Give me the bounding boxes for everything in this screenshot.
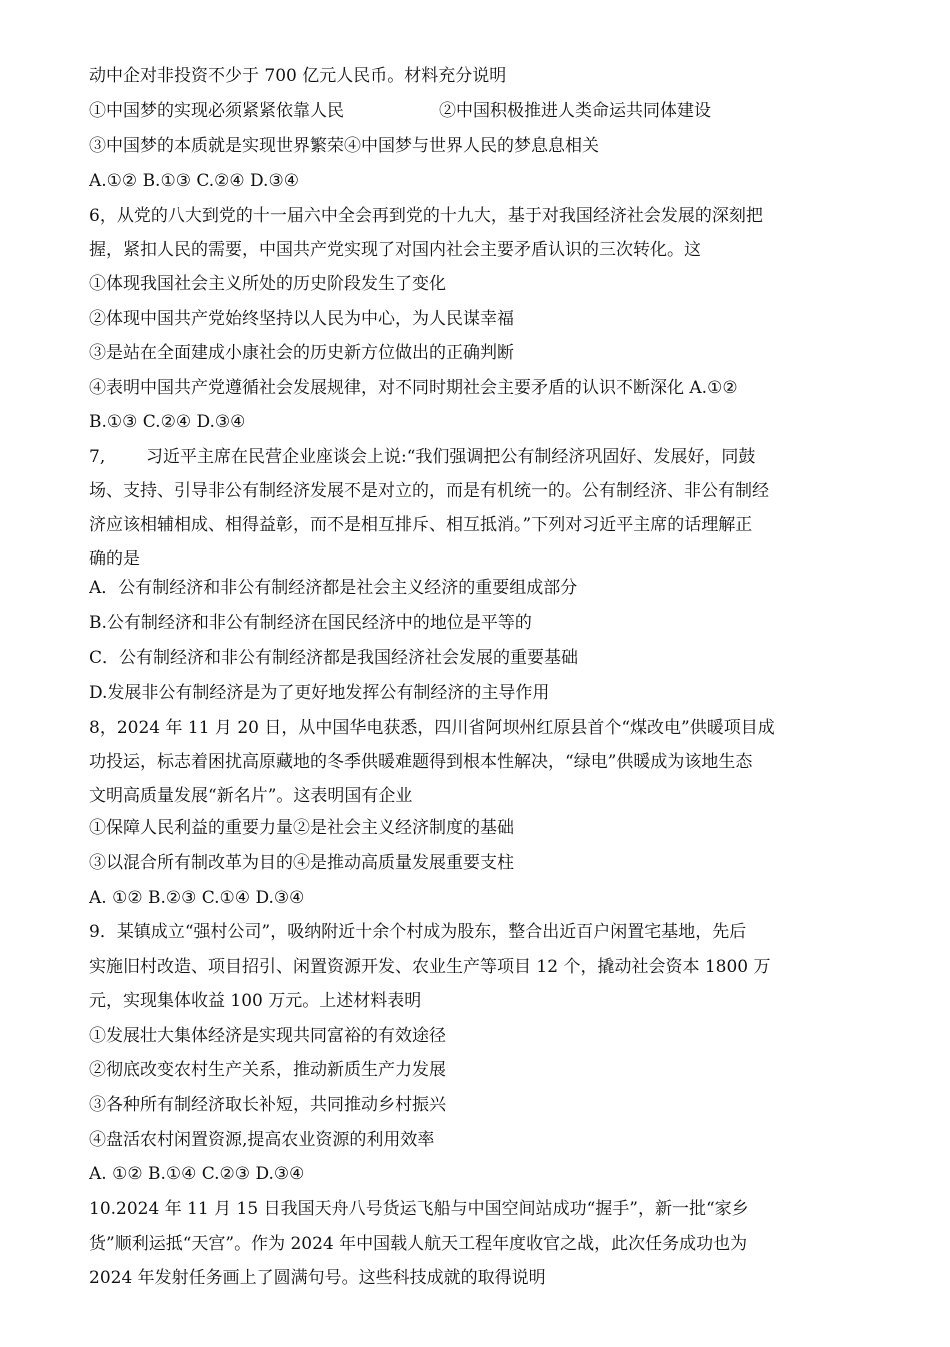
text-line: 动中企对非投资不少于 700 亿元人民币。材料充分说明: [89, 66, 507, 86]
option-b: B.公有制经济和非公有制经济在国民经济中的地位是平等的: [89, 613, 532, 633]
text-line: 握，紧扣人民的需要，中国共产党实现了对国内社会主要矛盾认识的三次转化。这: [89, 240, 701, 260]
text-line: ②彻底改变农村生产关系，推动新质生产力发展: [89, 1060, 446, 1080]
option-d: D.发展非公有制经济是为了更好地发挥公有制经济的主导作用: [89, 683, 550, 703]
text-line: 元，实现集体收益 100 万元。上述材料表明: [89, 991, 422, 1011]
text-line: ①发展壮大集体经济是实现共同富裕的有效途径: [89, 1026, 446, 1046]
question-6: 6，从党的八大到党的十一届六中全会再到党的十九大，基于对我国经济社会发展的深刻把: [89, 206, 763, 226]
question-7: [89, 445, 869, 469]
question-10: 10.2024 年 11 月 15 日我国天舟八号货运飞船与中国空间站成功“握手”，新一批“家乡: [89, 1199, 749, 1219]
question-9: 9．某镇成立“强村公司”，吸纳附近十余个村成为股东，整合出近百户闲置宅基地，先后: [89, 922, 747, 942]
text-line: ④表明中国共产党遵循社会发展规律，对不同时期社会主要矛盾的认识不断深化 A.①②: [89, 378, 738, 398]
question-number: 7,: [89, 447, 106, 467]
answer-choices: A. ①② B.①④ C.②③ D.③④: [89, 1164, 305, 1184]
question-8: 8，2024 年 11 月 20 日，从中国华电获悉，四川省阿坝州红原县首个“煤改电”供暖项目成: [89, 718, 775, 738]
option-a: A．公有制经济和非公有制经济都是社会主义经济的重要组成部分: [89, 578, 578, 598]
answer-choices: A. ①② B.②③ C.①④ D.③④: [89, 888, 305, 908]
text-line: 2024 年发射任务画上了圆满句号。这些科技成就的取得说明: [89, 1268, 546, 1288]
answer-choices: A.①② B.①③ C.②④ D.③④: [89, 171, 299, 191]
text-line: ③以混合所有制改革为目的④是推动高质量发展重要支柱: [89, 853, 514, 873]
text-line: 确的是: [89, 549, 140, 569]
text-line: 场、支持、引导非公有制经济发展不是对立的，而是有机统一的。公有制经济、非公有制经: [89, 481, 769, 501]
option-c: C．公有制经济和非公有制经济都是我国经济社会发展的重要基础: [89, 648, 579, 668]
text-line: 功投运，标志着困扰高原藏地的冬季供暖难题得到根本性解决，“绿电”供暖成为该地生态: [89, 752, 753, 772]
option-2: ②中国积极推进人类命运共同体建设: [439, 101, 711, 121]
text-line: ③各种所有制经济取长补短，共同推动乡村振兴: [89, 1095, 446, 1115]
text-line: ①体现我国社会主义所处的历史阶段发生了变化: [89, 274, 446, 294]
text-line: 实施旧村改造、项目招引、闲置资源开发、农业生产等项目 12 个，撬动社会资本 1800 万: [89, 957, 771, 977]
text-line: ④盘活农村闲置资源,提高农业资源的利用效率: [89, 1130, 435, 1150]
text-line: ③是站在全面建成小康社会的历史新方位做出的正确判断: [89, 343, 514, 363]
text-line: ①保障人民利益的重要力量②是社会主义经济制度的基础: [89, 818, 514, 838]
option-line: [89, 99, 869, 123]
text-line: 货”顺利运抵“天宫”。作为 2024 年中国载人航天工程年度收官之战，此次任务成功也为: [89, 1234, 748, 1254]
option-1: ①中国梦的实现必须紧紧依靠人民: [89, 101, 344, 121]
text-line: 文明高质量发展“新名片”。这表明国有企业: [89, 786, 413, 806]
text-line: 济应该相辅相成、相得益彰，而不是相互排斥、相互抵消。”下列对习近平主席的话理解正: [89, 515, 753, 535]
text-line: ②体现中国共产党始终坚持以人民为中心，为人民谋幸福: [89, 309, 514, 329]
answer-choices: B.①③ C.②④ D.③④: [89, 412, 246, 432]
question-text: 习近平主席在民营企业座谈会上说:“我们强调把公有制经济巩固好、发展好，同鼓: [146, 447, 756, 467]
text-line: ③中国梦的本质就是实现世界繁荣④中国梦与世界人民的梦息息相关: [89, 136, 599, 156]
